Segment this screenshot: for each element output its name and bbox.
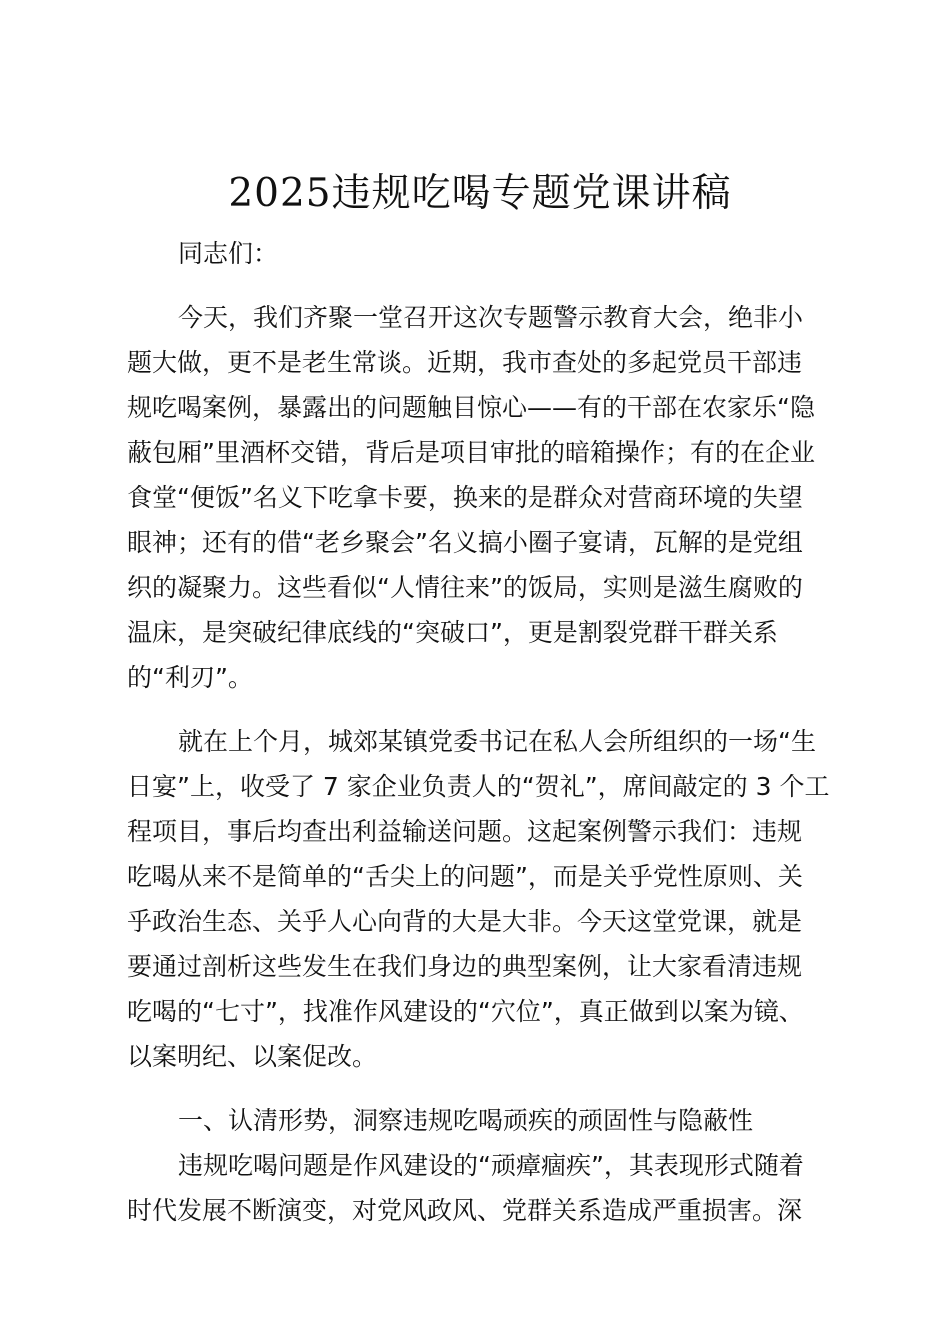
paragraph-line: 时代发展不断演变，对党风政风、党群关系造成严重损害。深: [127, 1196, 803, 1225]
paragraph-line: 吃喝从来不是简单的“舌尖上的问题”，而是关乎党性原则、关: [127, 862, 803, 891]
paragraph-line: 就在上个月，城郊某镇党委书记在私人会所组织的一场“生: [178, 727, 816, 756]
paragraph-line: 温床，是突破纪律底线的“突破口”，更是割裂党群干群关系: [127, 618, 778, 647]
paragraph-line: 今天，我们齐聚一堂召开这次专题警示教育大会，绝非小: [178, 303, 804, 332]
paragraph-line: 吃喝的“七寸”，找准作风建设的“穴位”，真正做到以案为镜、: [127, 997, 804, 1026]
paragraph-line: 乎政治生态、关乎人心向背的大是大非。今天这堂党课，就是: [127, 907, 803, 936]
paragraph-line: 违规吃喝问题是作风建设的“顽瘴痼疾”，其表现形式随着: [178, 1151, 804, 1180]
paragraph-line: 规吃喝案例，暴露出的问题触目惊心——有的干部在农家乐“隐: [127, 393, 815, 422]
paragraph-line: 食堂“便饭”名义下吃拿卡要，换来的是群众对营商环境的失望: [127, 483, 803, 512]
salutation: 同志们：: [178, 239, 279, 268]
paragraph-2: [127, 719, 837, 1079]
paragraph-1: [127, 295, 837, 700]
paragraph-line: 眼神；还有的借“老乡聚会”名义搞小圈子宴请，瓦解的是党组: [127, 528, 803, 557]
section-heading: 一、认清形势，洞察违规吃喝顽疾的顽固性与隐蔽性: [178, 1106, 754, 1135]
paragraph-3: [127, 1143, 837, 1233]
paragraph-line: 织的凝聚力。这些看似“人情往来”的饭局，实则是滋生腐败的: [127, 573, 803, 602]
paragraph-line: 以案明纪、以案促改。: [127, 1042, 378, 1071]
paragraph-line: 要通过剖析这些发生在我们身边的典型案例，让大家看清违规: [127, 952, 803, 981]
paragraph-line: 日宴”上，收受了 7 家企业负责人的“贺礼”，席间敲定的 3 个工: [127, 772, 830, 801]
paragraph-line: 程项目，事后均查出利益输送问题。这起案例警示我们：违规: [127, 817, 803, 846]
document-title: 2025违规吃喝专题党课讲稿: [228, 171, 732, 216]
paragraph-line: 蔽包厢”里酒杯交错，背后是项目审批的暗箱操作；有的在企业: [127, 438, 815, 467]
paragraph-line: 题大做，更不是老生常谈。近期，我市查处的多起党员干部违: [127, 348, 803, 377]
document-body: [127, 231, 837, 1233]
paragraph-line: 的“利刃”。: [127, 663, 253, 692]
